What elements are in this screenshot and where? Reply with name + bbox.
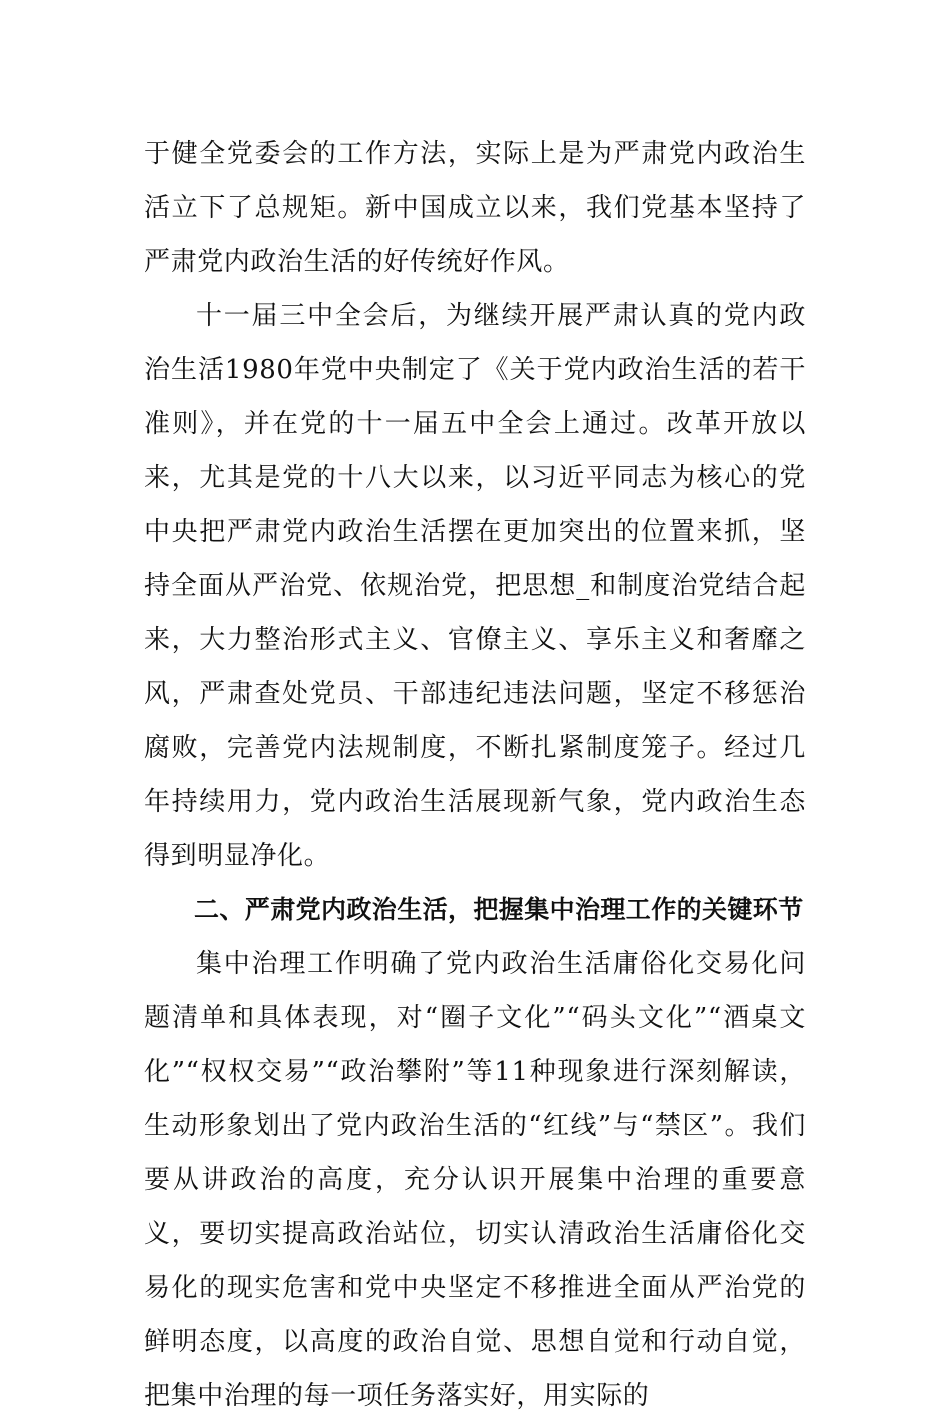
section-heading-2: 二、严肃党内政治生活，把握集中治理工作的关键环节 [194,895,804,924]
document-body [144,127,806,1423]
paragraph-1: 于健全党委会的工作方法，实际上是为严肃党内政治生活立下了总规矩。新中国成立以来，我们党基本坚持了严肃党内政治生活的好传统好作风。 [144,139,806,277]
paragraph-2: 十一届三中全会后，为继续开展严肃认真的党内政治生活1980年党中央制定了《关于党内政治生活的若干准则》，并在党的十一届五中全会上通过。改革开放以来，尤其是党的十八大以来，以习近平同志为核心的党中央把严肃党内政治生活摆在更加突出的位置来抓，坚持全面从严治党、依规治党，把思想_和制度治党结合起来，大力整治形式主义、官僚主义、享乐主义和奢靡之风，严肃查处党员、干部违纪违法问题，坚定不移惩治腐败，完善党内法规制度，不断扎紧制度笼子。经过几年持续用力，党内政治生活展现新气象，党内政治生态得到明显净化。 [144,301,806,871]
paragraph-3: 集中治理工作明确了党内政治生活庸俗化交易化问题清单和具体表现，对“圈子文化”“码头文化”“酒桌文化”“权权交易”“政治攀附”等11种现象进行深刻解读，生动形象划出了党内政治生活的“红线”与“禁区”。我们要从讲政治的高度，充分认识开展集中治理的重要意义，要切实提高政治站位，切实认清政治生活庸俗化交易化的现实危害和党中央坚定不移推进全面从严治党的鲜明态度，以高度的政治自觉、思想自觉和行动自觉，把集中治理的每一项任务落实好，用实际的 [144,949,806,1411]
